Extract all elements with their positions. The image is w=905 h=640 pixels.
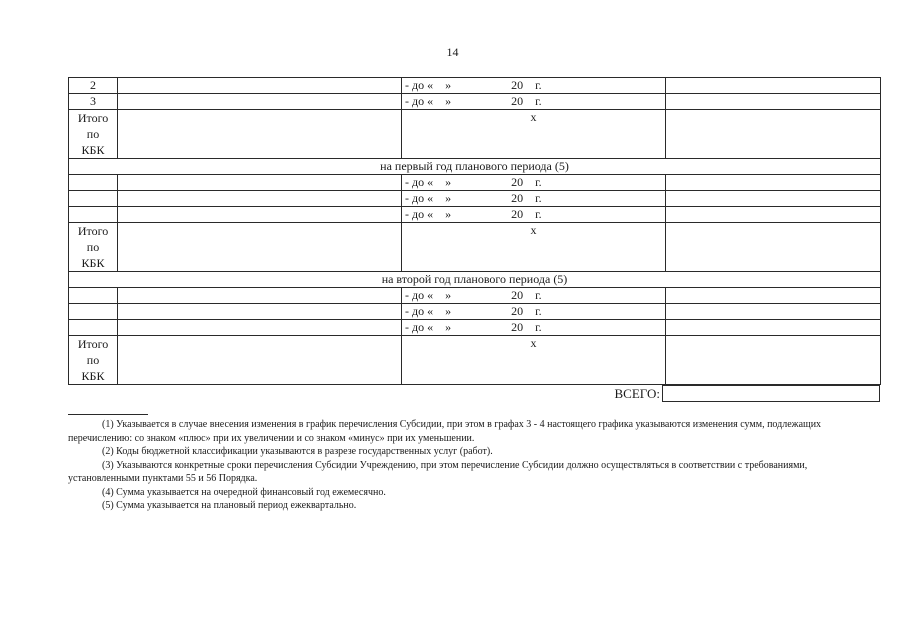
table-row [69, 191, 881, 207]
kbk-cell [118, 304, 402, 320]
subtotal-row [69, 110, 881, 159]
footnote: (5) Сумма указывается на плановый период ежеквартально. [102, 500, 357, 511]
subtotal-label: Итого по КБК [69, 223, 118, 272]
footnote: (3) Указываются конкретные сроки перечисления Субсидии Учреждению, при этом перечисление Субсидии должно осуществляться в соответствии с требованиями, установленными пунктами 55 и 56 Порядка. [68, 459, 808, 484]
grand-total-row [68, 385, 880, 402]
row-number [69, 191, 118, 207]
due-date-cell: - до « » 20 г. [402, 94, 666, 110]
section-header: на второй год планового периода (5) [69, 272, 881, 288]
kbk-cell [118, 336, 402, 385]
section-header-row [69, 159, 881, 175]
due-date-cell: - до « » 20 г. [402, 207, 666, 223]
table-row [69, 288, 881, 304]
amount-cell [666, 304, 881, 320]
table-row [69, 320, 881, 336]
subtotal-row [69, 336, 881, 385]
table-row [69, 304, 881, 320]
footnote: (2) Коды бюджетной классификации указываются в разрезе государственных услуг (работ). [102, 446, 493, 457]
kbk-cell [118, 110, 402, 159]
footnote-divider [68, 414, 148, 415]
kbk-cell [118, 320, 402, 336]
due-date-cell: - до « » 20 г. [402, 288, 666, 304]
amount-cell [666, 223, 881, 272]
amount-cell [666, 110, 881, 159]
amount-cell [666, 207, 881, 223]
table-row [69, 94, 881, 110]
row-number [69, 320, 118, 336]
kbk-cell [118, 191, 402, 207]
subtotal-row [69, 223, 881, 272]
section-header: на первый год планового периода (5) [69, 159, 881, 175]
kbk-cell [118, 207, 402, 223]
row-number: 2 [69, 78, 118, 94]
grand-total-box [662, 385, 880, 402]
x-mark: х [402, 223, 666, 272]
amount-cell [666, 191, 881, 207]
x-mark: х [402, 336, 666, 385]
due-date-cell: - до « » 20 г. [402, 304, 666, 320]
amount-cell [666, 78, 881, 94]
kbk-cell [118, 288, 402, 304]
table-row [69, 78, 881, 94]
row-number [69, 304, 118, 320]
amount-cell [666, 320, 881, 336]
subtotal-label: Итого по КБК [69, 110, 118, 159]
section-header-row [69, 272, 881, 288]
payment-schedule-table [68, 77, 881, 385]
table-row [69, 207, 881, 223]
due-date-cell: - до « » 20 г. [402, 175, 666, 191]
x-mark: х [402, 110, 666, 159]
row-number: 3 [69, 94, 118, 110]
due-date-cell: - до « » 20 г. [402, 78, 666, 94]
row-number [69, 207, 118, 223]
kbk-cell [118, 78, 402, 94]
row-number [69, 175, 118, 191]
kbk-cell [118, 223, 402, 272]
row-number [69, 288, 118, 304]
grand-total-label: ВСЕГО: [614, 386, 660, 401]
footnote: (1) Указывается в случае внесения изменения в график перечисления Субсидии, при этом в графах 3 - 4 настоящего графика указываются изменения сумм, подлежащих перечислению: со знаком «плюс» при их увеличении и со знаком «минус» при их уменьшении. [68, 419, 822, 444]
page-number: 14 [446, 45, 459, 59]
footnotes [68, 418, 842, 513]
due-date-cell: - до « » 20 г. [402, 320, 666, 336]
due-date-cell: - до « » 20 г. [402, 191, 666, 207]
amount-cell [666, 175, 881, 191]
amount-cell [666, 94, 881, 110]
table-row [69, 175, 881, 191]
kbk-cell [118, 175, 402, 191]
amount-cell [666, 288, 881, 304]
footnote: (4) Сумма указывается на очередной финансовый год ежемесячно. [102, 486, 386, 498]
amount-cell [666, 336, 881, 385]
kbk-cell [118, 94, 402, 110]
subtotal-label: Итого по КБК [69, 336, 118, 385]
